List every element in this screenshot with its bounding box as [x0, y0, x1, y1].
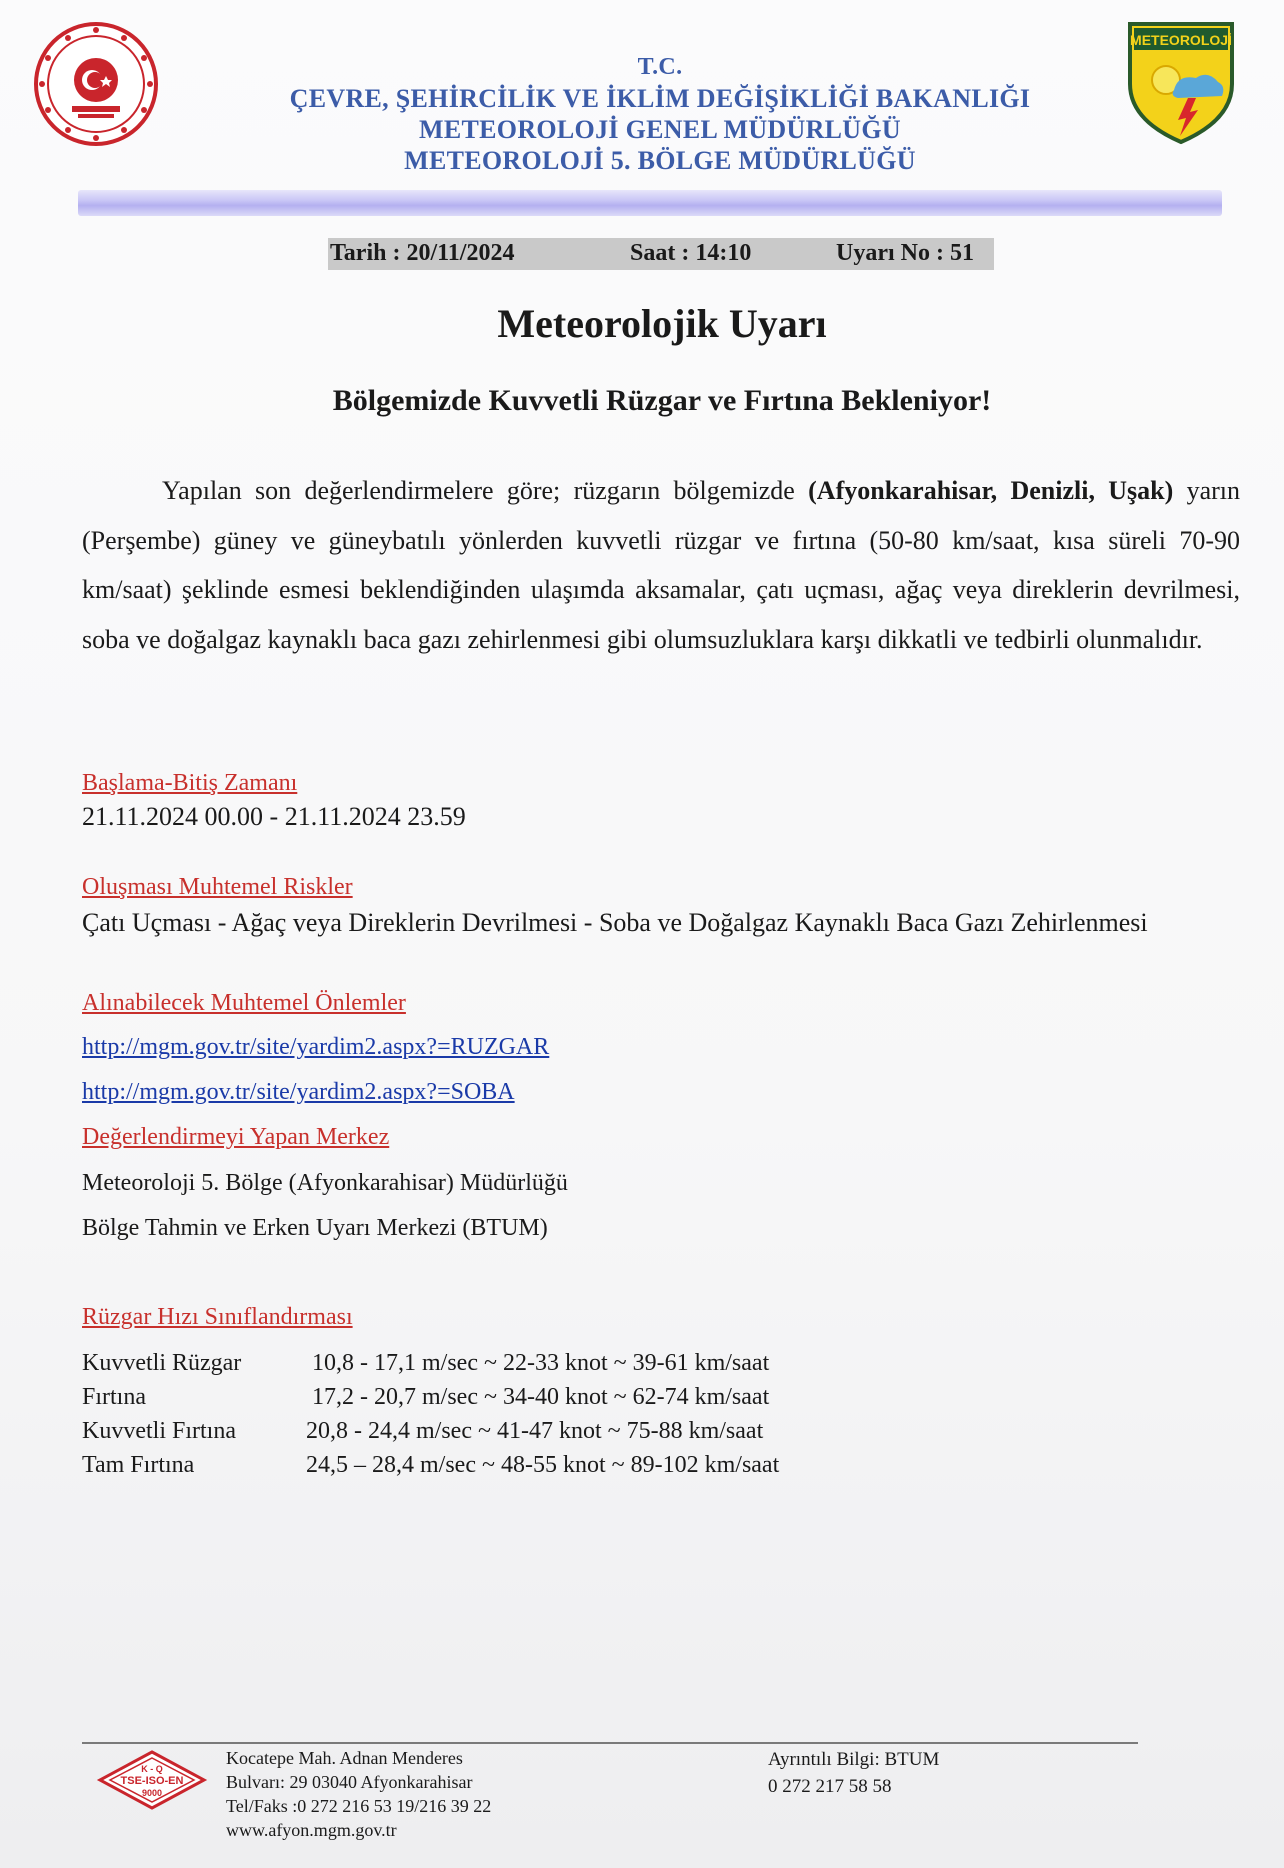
tse-bottom-text: 9000	[141, 1788, 163, 1798]
link-ruzgar[interactable]: http://mgm.gov.tr/site/yardim2.aspx?=RUZGAR	[82, 1034, 550, 1060]
wind-class-range: 20,8 - 24,4 m/sec ~ 41-47 knot ~ 75-88 km/saat	[306, 1418, 764, 1444]
tse-iso-logo-icon	[96, 1748, 208, 1812]
body-regions: (Afyonkarahisar, Denizli, Uşak)	[808, 476, 1174, 505]
section-risks-label: Oluşması Muhtemel Riskler	[82, 874, 353, 900]
footer-info-label: Ayrıntılı Bilgi: BTUM	[768, 1749, 940, 1770]
header-titles	[200, 52, 1120, 176]
footer-contact-info	[768, 1746, 939, 1800]
wind-class-name: Kuvvetli Fırtına	[82, 1418, 236, 1444]
body-part1: Yapılan son değerlendirmelere göre; rüzgarın bölgemizde	[162, 476, 809, 505]
footer-info-phone: 0 272 217 58 58	[768, 1776, 892, 1797]
time-text: Saat : 14:10	[630, 240, 752, 266]
wind-row	[82, 1350, 982, 1384]
header-regional-directorate: METEOROLOJİ 5. BÖLGE MÜDÜRLÜĞÜ	[404, 146, 916, 175]
section-center-label: Değerlendirmeyi Yapan Merkez	[82, 1124, 390, 1150]
wind-row	[82, 1384, 982, 1418]
header-divider-band	[78, 190, 1222, 216]
section-measures-label: Alınabilecek Muhtemel Önlemler	[82, 990, 406, 1016]
tse-main-text: TSE-ISO-EN	[120, 1775, 184, 1787]
info-bar	[328, 238, 994, 270]
wind-class-range: 10,8 - 17,1 m/sec ~ 22-33 knot ~ 39-61 km/saat	[312, 1350, 770, 1376]
section-time-value: 21.11.2024 00.00 - 21.11.2024 23.59	[82, 802, 466, 831]
document-title: Meteorolojik Uyarı	[497, 301, 827, 346]
header-general-directorate: METEOROLOJİ GENEL MÜDÜRLÜĞÜ	[419, 115, 901, 144]
footer-address	[226, 1746, 491, 1842]
section-time-label: Başlama-Bitiş Zamanı	[82, 770, 298, 796]
body-paragraph	[82, 466, 1240, 664]
tse-top-text: K - Q	[141, 1764, 163, 1774]
wind-class-name: Fırtına	[82, 1384, 146, 1410]
footer-divider	[82, 1742, 1138, 1744]
document-subtitle: Bölgemizde Kuvvetli Rüzgar ve Fırtına Bekleniyor!	[332, 384, 992, 417]
section-risks-value: Çatı Uçması - Ağaç veya Direklerin Devrilmesi - Soba ve Doğalgaz Kaynaklı Baca Gazı Zehirlenmesi	[82, 908, 1148, 937]
footer-phone: Tel/Faks :0 272 216 53 19/216 39 22	[226, 1796, 492, 1816]
section-wind-label: Rüzgar Hızı Sınıflandırması	[82, 1304, 353, 1330]
ministry-seal-icon	[32, 20, 160, 148]
wind-class-range: 24,5 – 28,4 m/sec ~ 48-55 knot ~ 89-102 km/saat	[306, 1452, 780, 1478]
body-part2: yarın (Perşembe) güney ve güneybatılı yönlerden kuvvetli rüzgar ve fırtına (50-80 km/saat, kısa süreli 70-90 km/saat) şeklinde esmesi beklendiğinden ulaşımda aksamalar, çatı uçması, ağaç veya direklerin devrilmesi, soba ve doğalgaz kaynaklı baca gazı zehirlenmesi gibi olumsuzluklara karşı dikkatli ve tedbirli olunmalıdır.	[82, 476, 1241, 654]
footer-website[interactable]: www.afyon.mgm.gov.tr	[226, 1820, 397, 1840]
wind-row	[82, 1418, 982, 1452]
wind-row	[82, 1452, 982, 1486]
wind-class-range: 17,2 - 20,7 m/sec ~ 34-40 knot ~ 62-74 km/saat	[312, 1384, 770, 1410]
meteoroloji-shield-icon	[1126, 20, 1236, 146]
center-line2: Bölge Tahmin ve Erken Uyarı Merkezi (BTUM)	[82, 1215, 548, 1241]
footer-address-line2: Bulvarı: 29 03040 Afyonkarahisar	[226, 1772, 473, 1792]
wind-classification-table	[82, 1350, 982, 1486]
warning-number-text: Uyarı No : 51	[836, 240, 974, 266]
header-ministry: ÇEVRE, ŞEHİRCİLİK VE İKLİM DEĞİŞİKLİĞİ BAKANLIĞI	[289, 84, 1031, 113]
wind-class-name: Kuvvetli Rüzgar	[82, 1350, 242, 1376]
footer-address-line1: Kocatepe Mah. Adnan Menderes	[226, 1748, 463, 1768]
date-text: Tarih : 20/11/2024	[330, 240, 515, 266]
link-soba[interactable]: http://mgm.gov.tr/site/yardim2.aspx?=SOBA	[82, 1079, 515, 1105]
center-line1: Meteoroloji 5. Bölge (Afyonkarahisar) Müdürlüğü	[82, 1170, 568, 1196]
wind-class-name: Tam Fırtına	[82, 1452, 195, 1478]
logo-right-label: METEOROLOJİ	[1130, 32, 1232, 48]
header-tc: T.C.	[637, 54, 683, 80]
